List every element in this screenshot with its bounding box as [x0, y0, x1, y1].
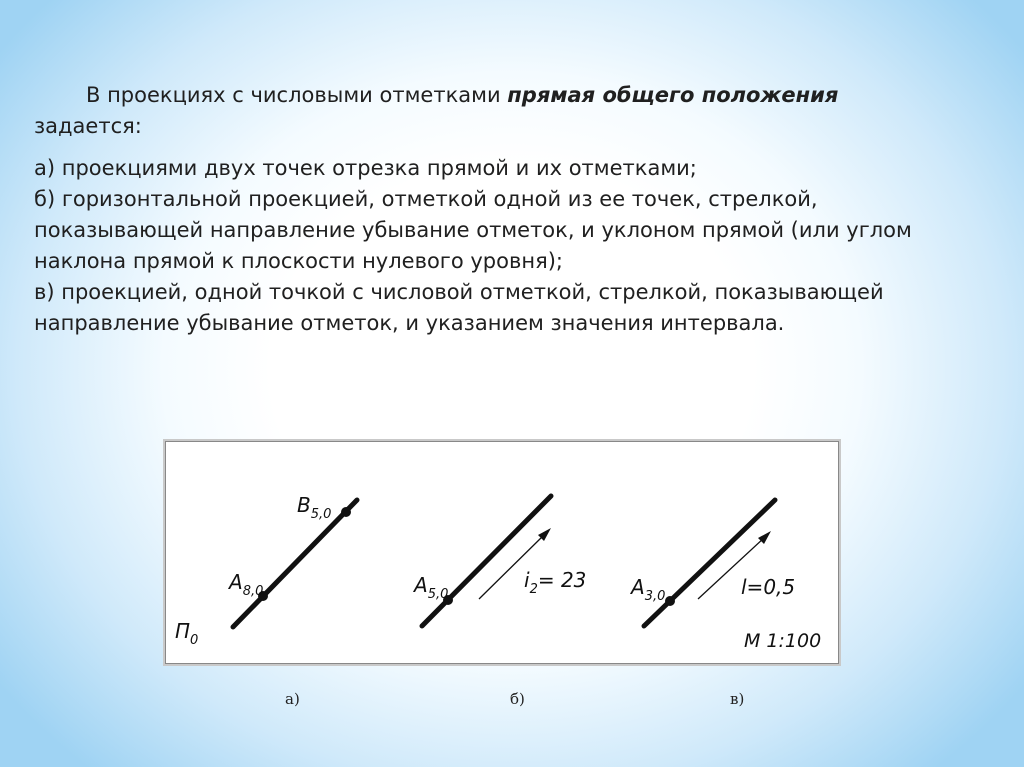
list-item-b-line3: наклона прямой к плоскости нулевого уровня); [34, 249, 563, 273]
projection-diagram [166, 442, 838, 663]
list-item-b-line1: б) горизонтальной проекцией, отметкой одной из ее точек, стрелкой, [34, 187, 818, 211]
figure-panel [165, 441, 839, 664]
list-item-c-line2: направление убывание отметок, и указанием значения интервала. [34, 311, 785, 335]
scale-label: М 1:100 [744, 630, 822, 652]
label-a-b: $A_{5,0}$ [414, 573, 449, 602]
intro-paragraph [34, 80, 984, 142]
label-b-a: $B_{5,0}$ [297, 493, 332, 522]
intro-emphasis: прямая общего положения [507, 83, 839, 107]
intro-prefix: В проекциях с числовыми отметками [86, 83, 501, 107]
intro-suffix: задается: [34, 114, 142, 138]
interval-label: l=0,5 [741, 575, 796, 599]
point-b-a [341, 507, 351, 517]
text-block [34, 80, 984, 339]
line-c [644, 500, 775, 626]
sub-label-b: б) [510, 690, 525, 708]
definition-list [34, 153, 984, 339]
slope-label: $i_2= 23$ [524, 568, 587, 597]
label-a-c: $A_{3,0}$ [631, 575, 666, 604]
label-a-a: $A_{8,0}$ [229, 570, 264, 599]
list-item-a: а) проекциями двух точек отрезка прямой и их отметками; [34, 156, 697, 180]
plane-label: $П_0$ [175, 619, 199, 648]
line-b [422, 496, 551, 626]
list-item-b-line2: показывающей направление убывание отметок, и уклоном прямой (или углом [34, 218, 912, 242]
line-a [233, 500, 357, 627]
sub-label-a: а) [285, 690, 300, 708]
point-a-c [665, 596, 675, 606]
list-item-c-line1: в) проекцией, одной точкой с числовой отметкой, стрелкой, показывающей [34, 280, 884, 304]
sub-label-c: в) [730, 690, 745, 708]
